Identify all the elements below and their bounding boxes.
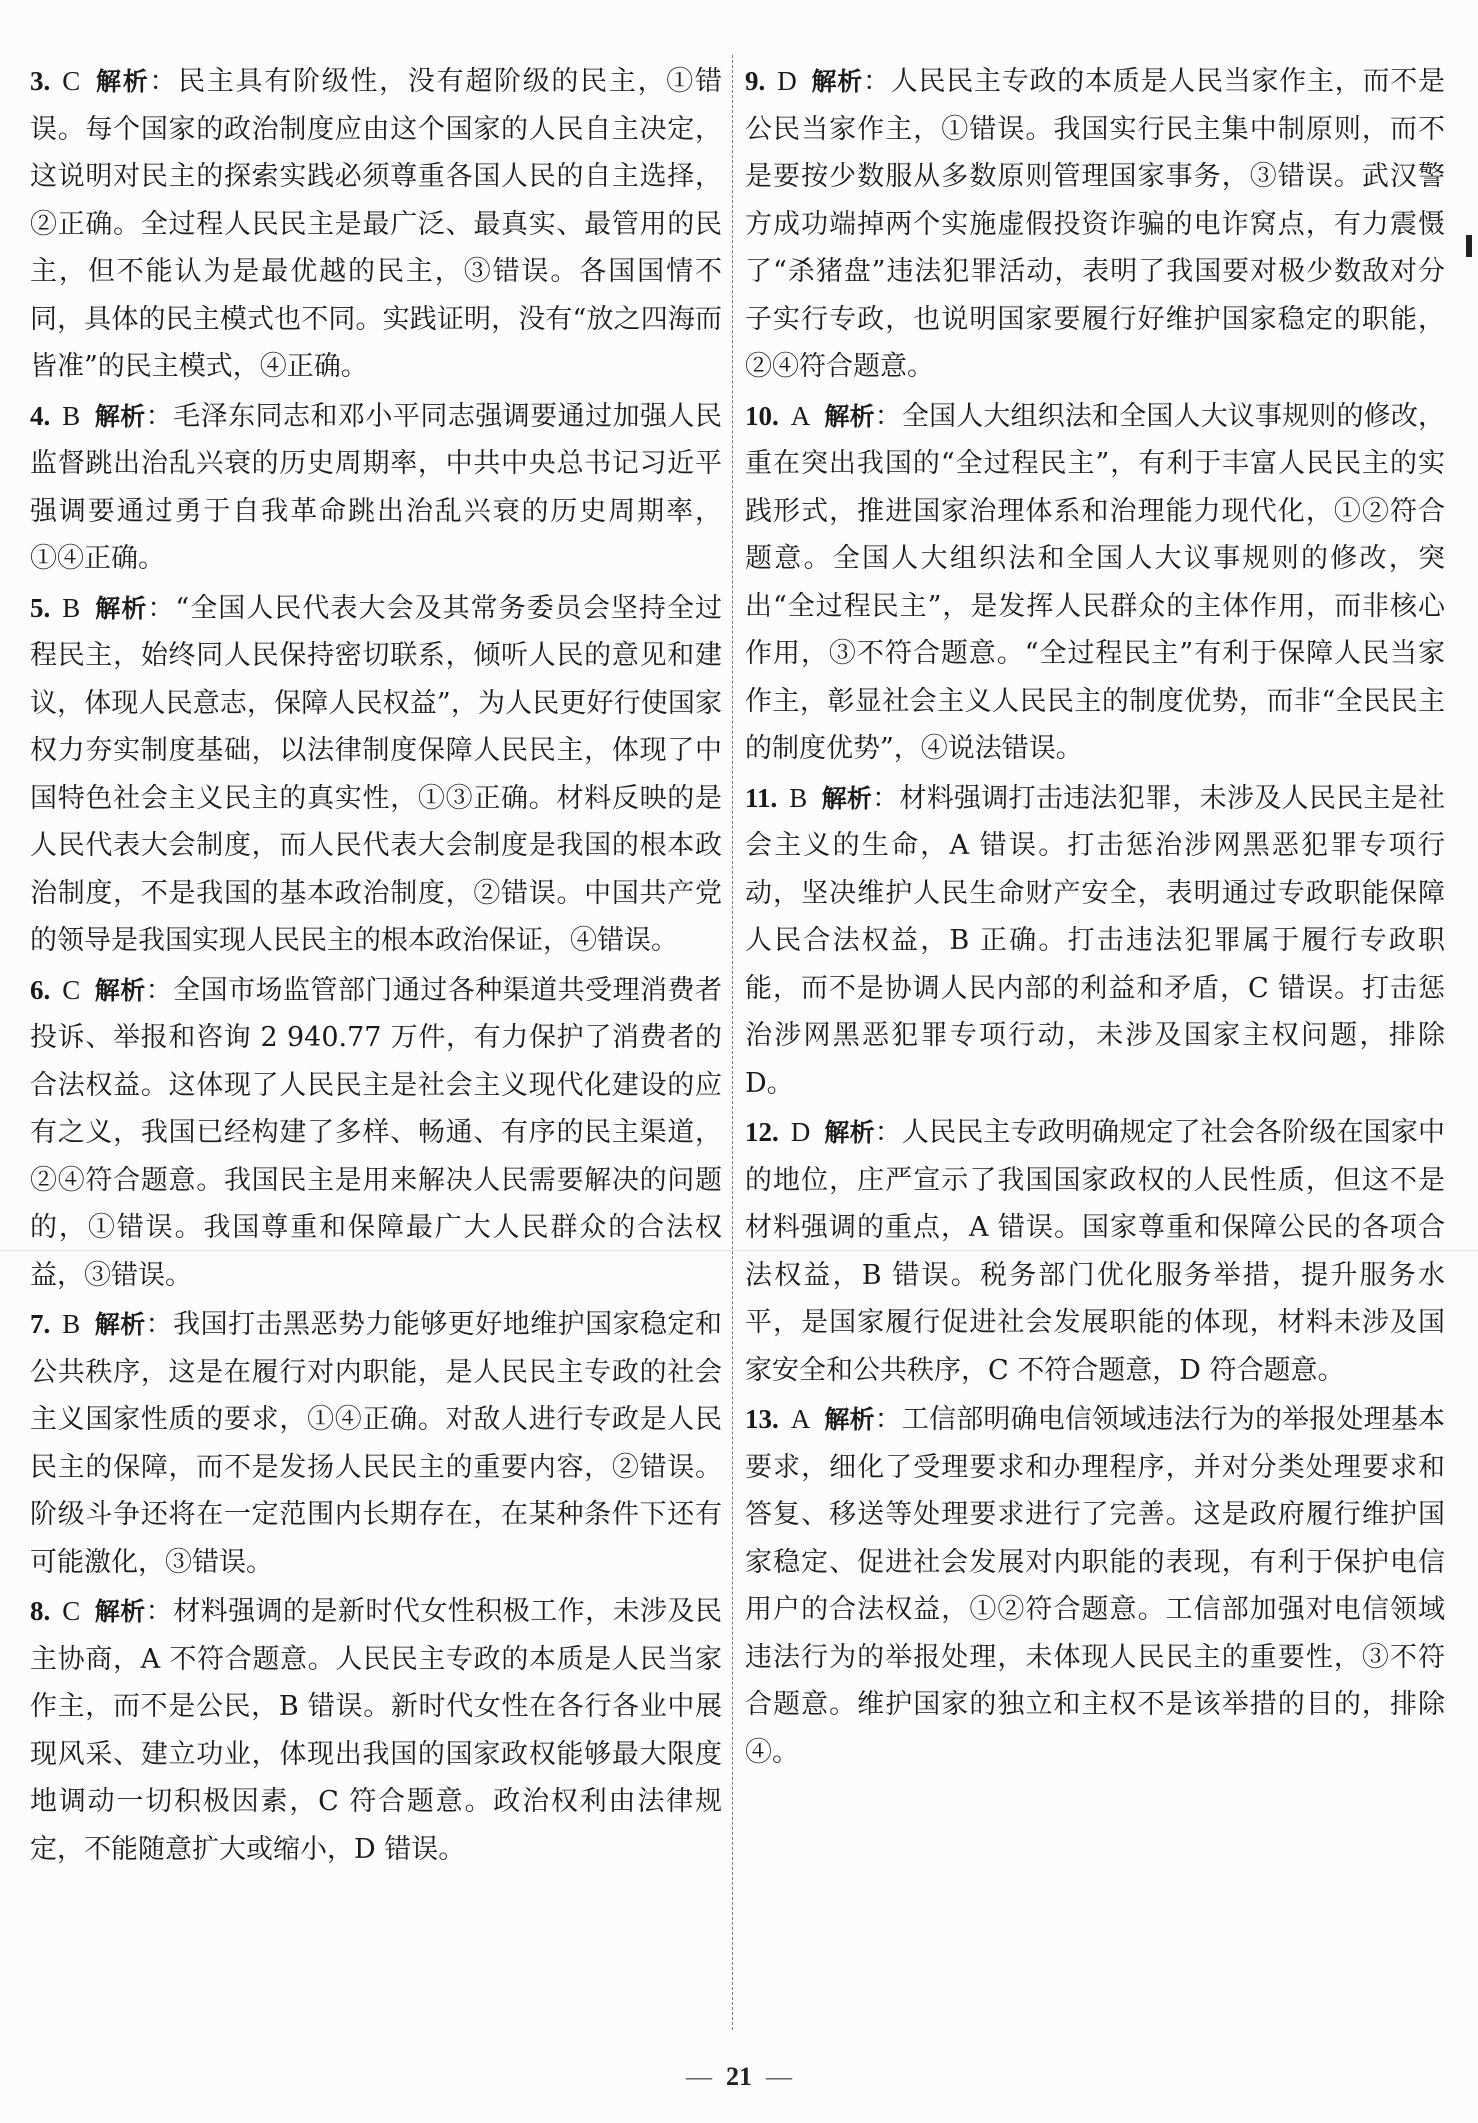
answer-letter: C [62, 974, 81, 1005]
question-number: 11. [745, 782, 778, 813]
answer-letter: A [790, 1404, 811, 1434]
answer-letter: D [790, 1117, 811, 1147]
scan-artifact-line [0, 1250, 1478, 1251]
answer-item-10 [745, 393, 1445, 773]
analysis-label: 解析 [824, 1405, 875, 1434]
analysis-text: ：人民民主专政明确规定了社会各阶级在国家中的地位，庄严宣示了我国国家政权的人民性质，但这不是材料强调的重点，A 错误。国家尊重和保障公民的各项合法权益，B 错误。税务部门优化服务举措，提升服务水平，是国家履行促进社会发展职能的体现，材料未涉及国家安全和公共秩序，C 不符合题意，D 符合题意。 [745, 1117, 1445, 1386]
footer-dash-left: — [686, 2062, 712, 2091]
analysis-label: 解析 [94, 1597, 146, 1626]
question-number: 4. [30, 400, 51, 431]
answer-item-12 [745, 1109, 1445, 1394]
answer-letter: B [62, 1309, 81, 1339]
analysis-text: ：毛泽东同志和邓小平同志强调要通过加强人民监督跳出治乱兴衰的历史周期率，中共中央总书记习近平强调要通过勇于自我革命跳出治乱兴衰的历史周期率，①④正确。 [30, 400, 722, 574]
analysis-text: ：材料强调的是新时代女性积极工作，未涉及民主协商，A 不符合题意。人民民主专政的本质是人民当家作主，而不是公民，B 错误。新时代女性在各行各业中展现风采、建立功业，体现出我国的国家政权能够最大限度地调动一切积极因素，C 符合题意。政治权利由法律规定，不能随意扩大或缩小，D 错误。 [30, 1596, 722, 1865]
answer-letter: A [790, 400, 811, 431]
analysis-text: ：全国市场监管部门通过各种渠道共受理消费者投诉、举报和咨询 2 940.77 万件，有力保护了消费者的合法权益。这体现了人民民主是社会主义现代化建设的应有之义，我国已经构建了多样、畅通、有序的民主渠道，②④符合题意。我国民主是用来解决人民需要解决的问题的，①错误。我国尊重和保障最广大人民群众的合法权益，③错误。 [30, 974, 722, 1291]
question-number: 3. [30, 66, 51, 96]
footer-dash-right: — [766, 2062, 792, 2091]
analysis-text: ：材料强调打击违法犯罪，未涉及人民民主是社会主义的生命，A 错误。打击惩治涉网黑恶犯罪专项行动，坚决维护人民生命财产安全，表明通过专政职能保障人民合法权益，B 正确。打击违法犯罪属于履行专政职能，而不是协调人民内部的利益和矛盾，C 错误。打击惩治涉网黑恶犯罪专项行动，未涉及国家主权问题，排除 D。 [745, 782, 1445, 1099]
answer-item-5 [30, 585, 722, 965]
question-number: 13. [745, 1404, 779, 1434]
question-number: 10. [745, 400, 779, 431]
question-number: 8. [30, 1596, 51, 1626]
column-divider [732, 55, 733, 2030]
answer-letter: C [62, 66, 81, 96]
analysis-label: 解析 [94, 1310, 146, 1339]
analysis-text: ：工信部明确电信领域违法行为的举报处理基本要求，细化了受理要求和办理程序，并对分类处理要求和答复、移送等处理要求进行了完善。这是政府履行维护国家稳定、促进社会发展对内职能的表现，有利于保护电信用户的合法权益，①②符合题意。工信部加强对电信领域违法行为的举报处理，未体现人民民主的重要性，③不符合题意。维护国家的独立和主权不是该举措的目的，排除④。 [745, 1404, 1445, 1768]
analysis-text: ：“全国人民代表大会及其常务委员会坚持全过程民主，始终同人民保持密切联系，倾听人民的意见和建议，体现人民意志，保障人民权益”，为人民更好行使国家权力夯实制度基础，以法律制度保障人民民主，体现了中国特色社会主义民主的真实性，①③正确。材料反映的是人民代表大会制度，而人民代表大会制度是我国的根本政治制度，不是我国的基本政治制度，②错误。中国共产党的领导是我国实现人民民主的根本政治保证，④错误。 [30, 592, 722, 956]
analysis-text: ：全国人大组织法和全国人大议事规则的修改，重在突出我国的“全过程民主”，有利于丰富人民民主的实践形式，推进国家治理体系和治理能力现代化，①②符合题意。全国人大组织法和全国人大议事规则的修改，突出“全过程民主”，是发挥人民群众的主体作用，而非核心作用，③不符合题意。“全过程民主”有利于保障人民当家作主，彰显社会主义人民民主的制度优势，而非“全民民主的制度优势”，④说法错误。 [745, 400, 1445, 764]
answer-item-9 [745, 58, 1445, 391]
right-column [745, 58, 1445, 1778]
analysis-label: 解析 [810, 67, 863, 96]
page-number: 21 [726, 2062, 752, 2091]
question-number: 6. [30, 974, 51, 1005]
answer-item-4 [30, 393, 722, 583]
analysis-text: ：人民民主专政的本质是人民当家作主，而不是公民当家作主，①错误。我国实行民主集中制原则，而不是要按少数服从多数原则管理国家事务，③错误。武汉警方成功端掉两个实施虚假投资诈骗的电诈窝点，有力震慑了“杀猪盘”违法犯罪活动，表明了我国要对极少数敌对分子实行专政，也说明国家要履行好维护国家稳定的职能，②④符合题意。 [745, 66, 1445, 382]
analysis-label: 解析 [821, 783, 873, 813]
answer-letter: D [777, 66, 797, 96]
answer-item-7 [30, 1301, 722, 1586]
answer-item-13 [745, 1396, 1445, 1776]
analysis-label: 解析 [824, 401, 875, 431]
analysis-text: ：民主具有阶级性，没有超阶级的民主，①错误。每个国家的政治制度应由这个国家的人民自主决定，这说明对民主的探索实践必须尊重各国人民的自主选择，②正确。全过程人民民主是最广泛、最真实、最管用的民主，但不能认为是最优越的民主，③错误。各国国情不同，具体的民主模式也不同。实践证明，没有“放之四海而皆准”的民主模式，④正确。 [30, 66, 722, 382]
question-number: 7. [30, 1309, 51, 1339]
answer-item-11 [745, 775, 1445, 1108]
answer-item-8 [30, 1588, 722, 1873]
analysis-label: 解析 [94, 67, 150, 96]
question-number: 5. [30, 592, 51, 623]
answer-item-3 [30, 58, 722, 391]
left-column [30, 58, 722, 1875]
analysis-text: ：我国打击黑恶势力能够更好地维护国家稳定和公共秩序，这是在履行对内职能，是人民民主专政的社会主义国家性质的要求，①④正确。对敌人进行专政是人民民主的保障，而不是发扬人民民主的重要内容，②错误。阶级斗争还将在一定范围内长期存在，在某种条件下还有可能激化，③错误。 [30, 1309, 722, 1578]
question-number: 12. [745, 1117, 779, 1147]
answer-letter: B [62, 592, 81, 623]
answer-letter: C [62, 1596, 81, 1626]
page-footer [0, 2062, 1478, 2092]
analysis-label: 解析 [94, 401, 146, 431]
analysis-label: 解析 [94, 593, 148, 623]
analysis-label: 解析 [94, 975, 146, 1005]
edge-mark [1466, 235, 1472, 257]
analysis-label: 解析 [824, 1118, 875, 1147]
answer-letter: B [789, 782, 808, 813]
question-number: 9. [745, 66, 766, 96]
answer-letter: B [62, 400, 81, 431]
